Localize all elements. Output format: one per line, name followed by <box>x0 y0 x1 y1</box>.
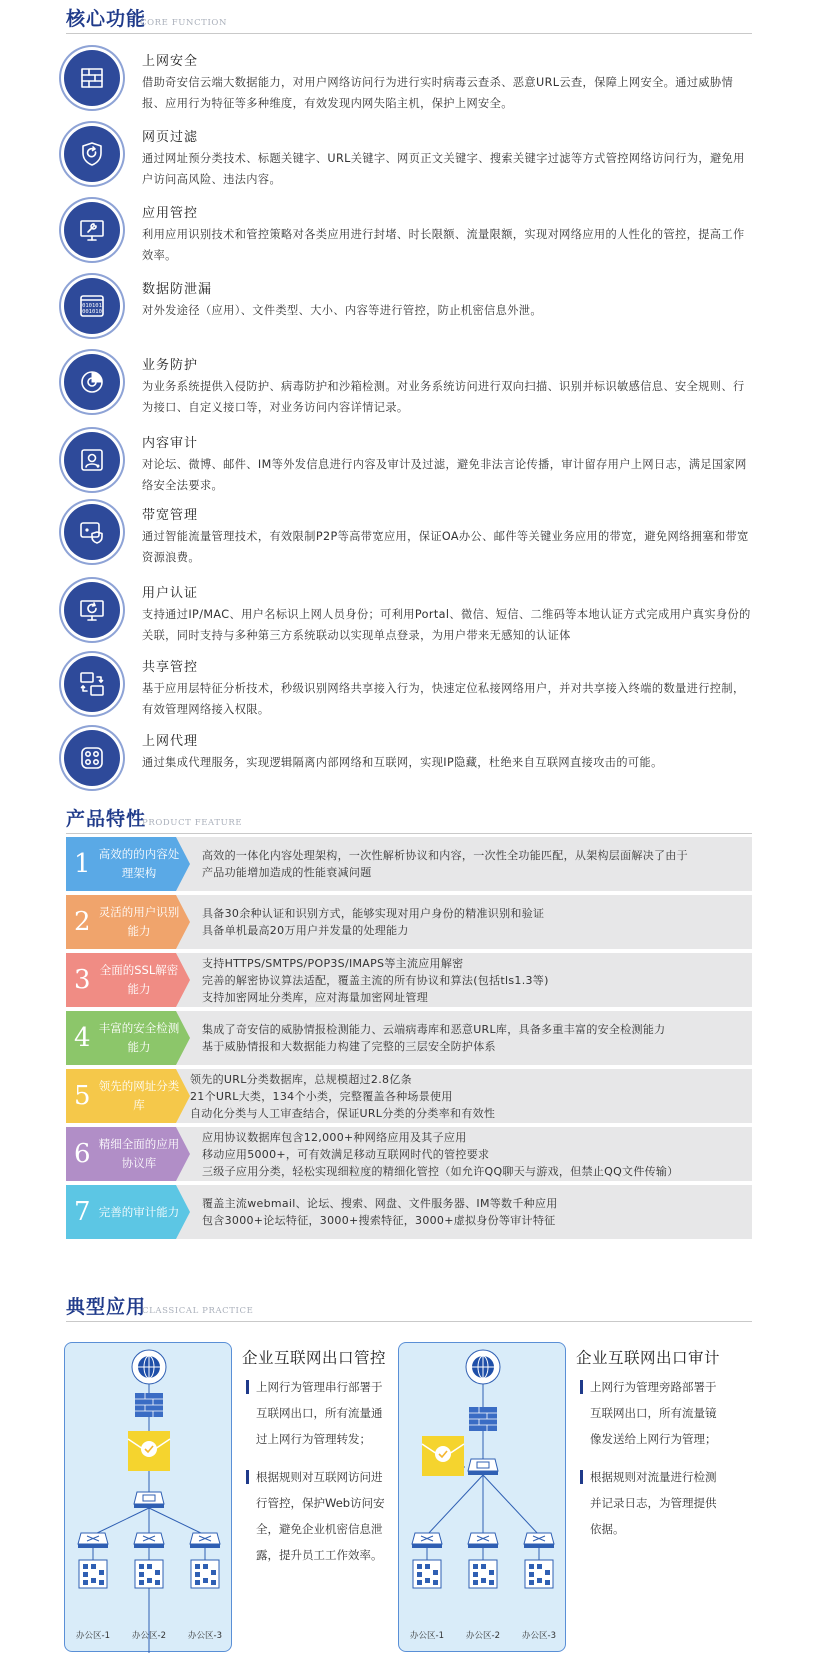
paragraph-marker <box>580 1380 583 1394</box>
feature-line: 应用协议数据库包含12,000+种网络应用及其子应用 <box>202 1130 467 1144</box>
application-paragraph <box>580 1464 717 1542</box>
office-building-icon <box>79 1560 107 1588</box>
internet-globe-icon <box>466 1350 500 1384</box>
application-line: 过上网行为管理转发； <box>256 1432 371 1446</box>
application-line: 上网行为管理旁路部署于 <box>590 1380 717 1394</box>
core-function-title: 内容审计 <box>142 436 199 451</box>
feature-line: 具备单机最高20万用户并发量的处理能力 <box>202 924 409 937</box>
feature-label: 丰富的安全检测能力 <box>98 1021 180 1054</box>
features-section-title: 产品特性 <box>66 808 147 830</box>
office-zone-label: 办公区-1 <box>410 1631 444 1641</box>
application-line: 行管控，保护Web访问安 <box>256 1496 385 1510</box>
office-zone-label: 办公区-2 <box>466 1631 500 1641</box>
feature-tab <box>66 895 190 949</box>
access-switch-icon <box>134 1533 164 1548</box>
access-switch-icon <box>190 1533 220 1548</box>
office-building-icon <box>191 1560 219 1588</box>
office-zone-label: 办公区-3 <box>188 1631 222 1641</box>
switch-icon <box>468 1459 498 1475</box>
access-switch-icon <box>468 1533 498 1548</box>
svg-text:001010: 001010 <box>82 309 102 315</box>
feature-row <box>66 1127 752 1181</box>
core-function-title: 上网安全 <box>142 54 199 69</box>
application-paragraph <box>580 1374 717 1452</box>
feature-line: 移动应用5000+，可有效满足移动互联网时代的管控要求 <box>202 1147 490 1161</box>
application-line: 露，提升员工工作效率。 <box>256 1548 383 1562</box>
application-line: 像发送给上网行为管理； <box>590 1432 717 1446</box>
core-function-desc: 对外发途径（应用）、文件类型、大小、内容等进行管控，防止机密信息外泄。 <box>142 304 542 317</box>
feature-number: 6 <box>74 1139 91 1169</box>
feature-number: 4 <box>74 1023 91 1053</box>
binary-data-icon <box>64 278 120 334</box>
feature-row <box>66 837 752 891</box>
feature-line: 高效的一体化内容处理架构，一次性解析协议和内容，一次性全功能匹配，从架构层面解决了由于 <box>202 849 688 862</box>
firewall-device-icon <box>135 1393 163 1417</box>
feature-row <box>66 1069 752 1123</box>
feature-line: 覆盖主流webmail、论坛、搜索、网盘、文件服务器、IM等数千种应用 <box>202 1197 558 1210</box>
application-line: 上网行为管理串行部署于 <box>256 1380 383 1394</box>
feature-label: 全面的SSL解密能力 <box>99 963 179 996</box>
feature-line: 基于威胁情报和大数据能力构建了完整的三层安全防护体系 <box>202 1040 496 1053</box>
access-switch-icon <box>412 1533 442 1548</box>
application-paragraph <box>246 1464 385 1568</box>
shield-refresh-icon <box>64 126 120 182</box>
paragraph-marker <box>246 1470 249 1484</box>
apps-section-subtitle: CLASSICAL PRACTICE <box>142 1306 254 1316</box>
feature-text <box>202 895 544 949</box>
svg-text:010101: 010101 <box>82 303 102 309</box>
feature-number: 5 <box>74 1081 91 1111</box>
core-function-desc: 通过智能流量管理技术，有效限制P2P等高带宽应用，保证OA办公、邮件等关键业务应用的带宽，避免网络拥塞和带宽资源浪费。 <box>142 530 749 564</box>
application-title: 企业互联网出口审计 <box>576 1349 721 1367</box>
office-building-icon <box>135 1560 163 1588</box>
core-function-desc: 基于应用层特征分析技术，秒级识别网络共享接入行为，快速定位私接网络用户，并对共享接入终端的数量进行控制，有效管理网络接入权限。 <box>142 682 745 716</box>
feature-line: 领先的URL分类数据库，总规模超过2.8亿条 <box>190 1072 412 1086</box>
switch-icon <box>134 1492 164 1508</box>
access-switch-icon <box>78 1533 108 1548</box>
features-section-subtitle: PRODUCT FEATURE <box>142 818 243 828</box>
core-function-title: 用户认证 <box>142 586 199 601</box>
office-building-icon <box>469 1560 497 1588</box>
application-line: 互联网出口，所有流量通 <box>256 1406 383 1420</box>
monitor-refresh-icon <box>64 582 120 638</box>
core-function-title: 业务防护 <box>142 358 199 373</box>
paragraph-marker <box>246 1380 249 1394</box>
apps-section-title: 典型应用 <box>66 1296 147 1318</box>
internet-globe-icon <box>132 1350 166 1384</box>
core-function-title: 共享管控 <box>142 660 199 675</box>
core-function-desc: 通过集成代理服务，实现逻辑隔离内部网络和互联网，实现IP隐藏，杜绝来自互联网直接攻击的可能。 <box>142 756 663 769</box>
application-title: 企业互联网出口管控 <box>242 1349 387 1367</box>
feature-row <box>66 1185 752 1239</box>
feature-row <box>66 895 752 949</box>
feature-tab <box>66 1127 190 1181</box>
firewall-device-icon <box>469 1407 497 1431</box>
feature-line: 21个URL大类，134个小类，完整覆盖各种场景使用 <box>190 1089 453 1103</box>
application-line: 互联网出口，所有流量镜 <box>590 1406 717 1420</box>
feature-text <box>202 837 688 891</box>
behavior-management-icon <box>422 1436 464 1476</box>
core-function-desc: 对论坛、微博、邮件、IM等外发信息进行内容及审计及过滤，避免非法言论传播，审计留存用户上网日志，满足国家网络安全法要求。 <box>142 458 747 492</box>
apps-section-header <box>66 1294 752 1322</box>
feature-row <box>66 953 752 1007</box>
application-line: 根据规则对互联网访问进 <box>256 1470 383 1484</box>
core-function-desc: 通过网址预分类技术、标题关键字、URL关键字、网页正文关键字、搜索关键字过滤等方式管控网络访问行为，避免用户访问高风险、违法内容。 <box>142 152 745 186</box>
feature-text <box>202 1127 679 1181</box>
feature-line: 支持HTTPS/SMTPS/POP3S/IMAPS等主流应用解密 <box>202 956 464 970</box>
feature-number: 1 <box>74 849 91 879</box>
feature-label: 完善的审计能力 <box>98 1204 180 1219</box>
core-function-title: 应用管控 <box>142 206 199 221</box>
feature-line: 具备30余种认证和识别方式，能够实现对用户身份的精准识别和验证 <box>202 907 545 920</box>
network-diagram <box>64 1342 232 1652</box>
core-function-title: 网页过滤 <box>142 130 199 145</box>
network-diagram <box>398 1342 566 1652</box>
core-function-title: 数据防泄漏 <box>142 282 213 297</box>
pie-chart-icon <box>64 354 120 410</box>
core-function-desc: 支持通过IP/MAC、用户名标识上网人员身份；可利用Portal、微信、短信、二维码等本地认证方式完成用户真实身份的关联，同时支持与多种第三方系统联动以实现单点登录，为用户带来无感知的认证体 <box>142 608 751 642</box>
features-section-header <box>66 806 752 834</box>
core-function-desc: 利用应用识别技术和管控策略对各类应用进行封堵、时长限额、流量限额，实现对网络应用的人性化的管控，提高工作效率。 <box>142 228 745 262</box>
feature-line: 完善的解密协议算法适配，覆盖主流的所有协议和算法(包括tls1.3等) <box>202 973 549 987</box>
feature-tab <box>66 1011 190 1065</box>
application-line: 并记录日志，为管理提供 <box>590 1496 717 1510</box>
feature-label: 灵活的用户识别能力 <box>98 905 180 938</box>
core-section-header <box>66 6 752 34</box>
feature-number: 7 <box>74 1197 91 1227</box>
feature-line: 集成了奇安信的威胁情报检测能力、云端病毒库和恶意URL库，具备多重丰富的安全检测能力 <box>202 1023 666 1036</box>
firewall-icon <box>64 50 120 106</box>
paragraph-marker <box>580 1470 583 1484</box>
feature-label: 精细全面的应用协议库 <box>98 1137 180 1170</box>
core-function-title: 上网代理 <box>142 734 199 749</box>
feature-text <box>202 1011 665 1065</box>
core-function-desc: 借助奇安信云端大数据能力，对用户网络访问行为进行实时病毒云查杀、恶意URL云查，保障上网安全。通过威胁情报、应用行为特征等多种维度，有效发现内网失陷主机，保护上网安全。 <box>142 76 734 110</box>
bandwidth-shield-icon <box>64 504 120 560</box>
application-paragraph <box>246 1374 383 1452</box>
feature-line: 包含3000+论坛特征，3000+搜索特征，3000+虚拟身份等审计特征 <box>202 1214 556 1227</box>
access-switch-icon <box>524 1533 554 1548</box>
feature-label: 高效的的内容处理架构 <box>98 847 180 880</box>
core-section-title: 核心功能 <box>66 8 147 30</box>
feature-line: 自动化分类与人工审查结合，保证URL分类的分类率和有效性 <box>190 1106 496 1120</box>
feature-line: 三级子应用分类，轻松实现细粒度的精细化管控（如允许QQ聊天与游戏，但禁止QQ文件传输） <box>202 1164 679 1178</box>
device-share-icon <box>64 656 120 712</box>
feature-tab <box>66 837 190 891</box>
core-function-title: 带宽管理 <box>142 508 199 523</box>
application-line: 根据规则对流量进行检测 <box>590 1470 717 1484</box>
feature-tab <box>66 1185 190 1239</box>
office-zone-label: 办公区-2 <box>132 1631 166 1641</box>
behavior-management-icon <box>128 1431 170 1471</box>
office-zone-label: 办公区-1 <box>76 1631 110 1641</box>
application-line: 全，避免企业机密信息泄 <box>256 1522 383 1536</box>
proxy-grid-icon <box>64 730 120 786</box>
feature-number: 2 <box>74 907 91 937</box>
feature-tab <box>66 1069 190 1123</box>
feature-row <box>66 1011 752 1065</box>
feature-text <box>202 1185 558 1239</box>
feature-tab <box>66 953 190 1007</box>
monitor-wrench-icon <box>64 202 120 258</box>
feature-number: 3 <box>74 965 91 995</box>
core-function-desc: 为业务系统提供入侵防护、病毒防护和沙箱检测。对业务系统访问进行双向扫描、识别并标识敏感信息、安全规则、行为接口、自定义接口等，对业务访问内容详情记录。 <box>142 380 745 414</box>
feature-text <box>190 1069 495 1123</box>
feature-label: 领先的网址分类库 <box>98 1079 180 1112</box>
office-zone-label: 办公区-3 <box>522 1631 556 1641</box>
feature-text <box>202 953 549 1007</box>
core-section-subtitle: CORE FUNCTION <box>140 18 228 28</box>
application-line: 依据。 <box>590 1522 625 1536</box>
feature-line: 产品功能增加造成的性能衰减问题 <box>202 866 372 879</box>
office-building-icon <box>525 1560 553 1588</box>
feature-line: 支持加密网址分类库，应对海量加密网址管理 <box>202 990 428 1004</box>
user-audit-icon <box>64 432 120 488</box>
office-building-icon <box>413 1560 441 1588</box>
